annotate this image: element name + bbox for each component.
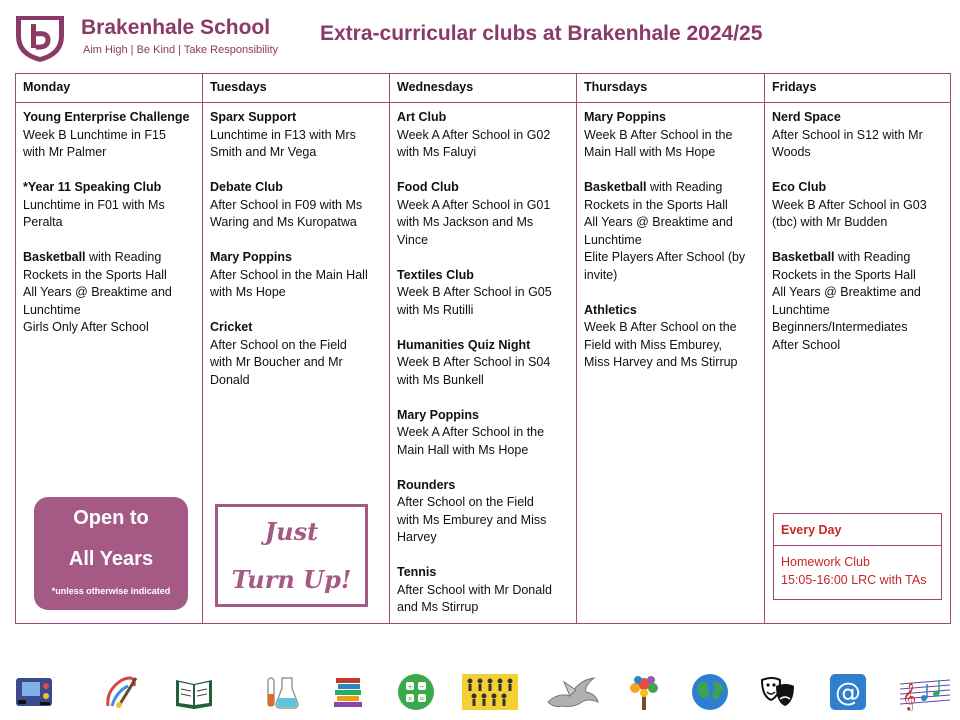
club-detail: Main Hall with Ms Hope bbox=[584, 145, 716, 159]
club-detail: All Years @ Breaktime and bbox=[584, 215, 733, 229]
club-entry bbox=[397, 337, 569, 390]
club-detail: Harvey bbox=[397, 530, 437, 544]
club-name: Eco Club bbox=[772, 180, 827, 194]
turnup-line1: Just bbox=[264, 517, 319, 546]
every-day-details bbox=[774, 546, 941, 589]
paint-brush-icon bbox=[102, 672, 142, 712]
club-name: Sparx Support bbox=[210, 110, 297, 124]
music-notes-icon bbox=[896, 672, 952, 712]
open-badge-note: *unless otherwise indicated bbox=[51, 586, 171, 596]
club-detail: Peralta bbox=[23, 215, 63, 229]
day-header: Monday bbox=[16, 74, 202, 103]
family-tree-icon bbox=[624, 672, 664, 712]
club-detail: Week B After School in S04 bbox=[397, 355, 551, 369]
club-detail: Woods bbox=[772, 145, 811, 159]
club-name: Rounders bbox=[397, 477, 456, 492]
club-entry bbox=[772, 179, 943, 232]
svg-text:−: − bbox=[419, 683, 425, 691]
club-name: Debate Club bbox=[210, 180, 283, 194]
turnup-line2: Turn Up! bbox=[231, 565, 352, 594]
club-name: Mary Poppins bbox=[584, 110, 666, 124]
club-detail: Rockets in the Sports Hall bbox=[772, 267, 916, 282]
team-people-icon bbox=[462, 672, 518, 712]
club-detail: Beginners/Intermediates bbox=[772, 320, 908, 334]
club-detail: Lunchtime in F13 with Mrs bbox=[210, 127, 356, 142]
open-badge-line2: All Years bbox=[68, 548, 154, 570]
club-detail: invite) bbox=[584, 267, 618, 282]
page-title: Extra-curricular clubs at Brakenhale 2024/25 bbox=[320, 22, 763, 45]
club-detail: with Ms Emburey and Miss bbox=[397, 512, 547, 527]
club-detail: Vince bbox=[397, 232, 429, 247]
club-name-suffix: with Reading bbox=[85, 250, 162, 264]
email-at-icon bbox=[828, 672, 868, 712]
club-detail: Week B After School in G03 bbox=[772, 197, 927, 212]
club-detail: Week A After School in G01 bbox=[397, 197, 551, 212]
day-header: Fridays bbox=[765, 74, 950, 103]
club-name: Athletics bbox=[584, 302, 637, 317]
club-entry bbox=[210, 179, 382, 232]
every-day-title: Every Day bbox=[774, 514, 941, 546]
club-detail: Rockets in the Sports Hall bbox=[584, 197, 728, 212]
school-logo bbox=[14, 14, 279, 66]
club-entry bbox=[397, 407, 569, 460]
club-detail: Main Hall with Ms Hope bbox=[397, 442, 529, 457]
club-name: Young Enterprise Challenge bbox=[23, 110, 190, 124]
club-entry bbox=[210, 109, 382, 162]
school-name: Brakenhale School bbox=[81, 16, 271, 39]
theatre-masks-icon bbox=[758, 672, 798, 712]
club-detail: Lunchtime in F01 with Ms bbox=[23, 197, 165, 212]
day-clubs bbox=[16, 103, 202, 337]
day-header: Tuesdays bbox=[203, 74, 389, 103]
club-entry bbox=[210, 319, 382, 389]
club-entry bbox=[772, 249, 943, 354]
club-detail: After School in S12 with Mr bbox=[772, 127, 923, 142]
club-detail: Lunchtime bbox=[584, 232, 642, 247]
club-detail: After School bbox=[772, 337, 841, 352]
club-detail: After School with Mr Donald bbox=[397, 582, 552, 597]
club-detail: Week B After School in G05 bbox=[397, 285, 552, 299]
club-detail: All Years @ Breaktime and bbox=[23, 285, 172, 299]
club-detail: Week B Lunchtime in F15 bbox=[23, 127, 166, 142]
club-detail: Donald bbox=[210, 372, 250, 387]
club-detail: Week B After School in the bbox=[584, 127, 733, 142]
club-name: Basketball bbox=[584, 180, 647, 194]
svg-text:𝄞: 𝄞 bbox=[902, 682, 917, 710]
open-book-icon bbox=[174, 672, 214, 712]
club-detail: Field with Miss Emburey, bbox=[584, 337, 722, 352]
club-detail: with Ms Hope bbox=[210, 285, 286, 299]
every-day-box bbox=[773, 513, 942, 600]
book-stack-icon bbox=[328, 672, 368, 712]
club-entry bbox=[397, 564, 569, 617]
club-detail: with Ms Faluyi bbox=[397, 145, 477, 159]
club-detail: with Ms Bunkell bbox=[397, 372, 484, 387]
club-detail: with Mr Boucher and Mr bbox=[210, 355, 343, 369]
club-detail: with Ms Jackson and Ms bbox=[397, 215, 534, 229]
open-badge-line1: Open to bbox=[73, 507, 149, 529]
every-day-line: 15:05-16:00 LRC with TAs bbox=[781, 572, 927, 587]
club-name: Tennis bbox=[397, 565, 437, 579]
subject-icon-strip bbox=[0, 668, 960, 716]
club-entry bbox=[23, 179, 195, 232]
day-header: Thursdays bbox=[577, 74, 764, 103]
day-clubs bbox=[765, 103, 950, 354]
club-detail: Girls Only After School bbox=[23, 320, 149, 334]
club-name-suffix: with Reading bbox=[834, 250, 911, 264]
club-detail: with Ms Rutilli bbox=[397, 302, 474, 317]
club-detail: Week A After School in G02 bbox=[397, 127, 551, 142]
svg-text:×: × bbox=[407, 695, 413, 703]
club-entry bbox=[23, 109, 195, 162]
day-column-wednesday bbox=[390, 74, 577, 623]
club-name: Mary Poppins bbox=[397, 407, 479, 422]
club-detail: Week A After School in the bbox=[397, 425, 545, 439]
club-detail: After School on the Field bbox=[397, 495, 534, 509]
club-name: Basketball bbox=[772, 250, 835, 264]
club-detail: After School on the Field bbox=[210, 337, 347, 352]
open-to-all-years-badge bbox=[34, 497, 188, 610]
day-clubs bbox=[203, 103, 389, 389]
game-console-icon bbox=[14, 672, 54, 712]
club-name: Basketball bbox=[23, 250, 86, 264]
club-name: Mary Poppins bbox=[210, 250, 292, 264]
club-entry bbox=[584, 302, 757, 372]
club-name: Nerd Space bbox=[772, 110, 841, 124]
club-entry bbox=[772, 109, 943, 162]
club-detail: Miss Harvey and Ms Stirrup bbox=[584, 355, 738, 369]
calculator-icon bbox=[396, 672, 436, 712]
club-detail: Lunchtime bbox=[772, 302, 830, 317]
club-name: Art Club bbox=[397, 110, 447, 124]
club-detail: Rockets in the Sports Hall bbox=[23, 267, 167, 282]
club-detail: Smith and Mr Vega bbox=[210, 145, 317, 159]
club-detail: Week B After School on the bbox=[584, 320, 737, 334]
club-detail: All Years @ Breaktime and bbox=[772, 285, 921, 299]
club-entry bbox=[584, 109, 757, 162]
every-day-line: Homework Club bbox=[781, 555, 870, 569]
club-name: Cricket bbox=[210, 320, 253, 334]
dragon-icon bbox=[544, 672, 600, 712]
club-detail: Elite Players After School (by bbox=[584, 250, 746, 264]
just-turn-up-sign bbox=[215, 504, 368, 607]
club-detail: Lunchtime bbox=[23, 302, 81, 317]
club-name: Food Club bbox=[397, 180, 459, 194]
club-detail: and Ms Stirrup bbox=[397, 600, 479, 614]
club-name-suffix: with Reading bbox=[646, 180, 723, 194]
club-name: *Year 11 Speaking Club bbox=[23, 180, 162, 194]
chemistry-flask-icon bbox=[262, 672, 302, 712]
day-column-thursday bbox=[577, 74, 765, 623]
school-crest-icon bbox=[14, 14, 66, 64]
svg-text:+: + bbox=[407, 683, 413, 691]
club-detail: Waring and Ms Kuropatwa bbox=[210, 215, 357, 229]
club-entry bbox=[397, 267, 569, 320]
club-detail: After School in the Main Hall bbox=[210, 267, 368, 282]
club-detail: with Mr Palmer bbox=[23, 145, 107, 159]
club-name: Humanities Quiz Night bbox=[397, 337, 531, 352]
club-entry bbox=[210, 249, 382, 302]
club-detail: After School in F09 with Ms bbox=[210, 197, 363, 212]
club-detail: (tbc) with Mr Budden bbox=[772, 215, 888, 229]
svg-text:=: = bbox=[419, 695, 425, 703]
day-clubs bbox=[390, 103, 576, 617]
day-clubs bbox=[577, 103, 764, 372]
globe-icon bbox=[690, 672, 730, 712]
club-entry bbox=[584, 179, 757, 284]
club-name: Textiles Club bbox=[397, 267, 474, 282]
club-entry bbox=[23, 249, 195, 337]
day-header: Wednesdays bbox=[390, 74, 576, 103]
club-entry bbox=[397, 109, 569, 162]
club-entry bbox=[397, 477, 569, 547]
school-motto: Aim High | Be Kind | Take Responsibility bbox=[83, 44, 279, 56]
club-entry bbox=[397, 179, 569, 249]
svg-text:@: @ bbox=[835, 678, 861, 708]
